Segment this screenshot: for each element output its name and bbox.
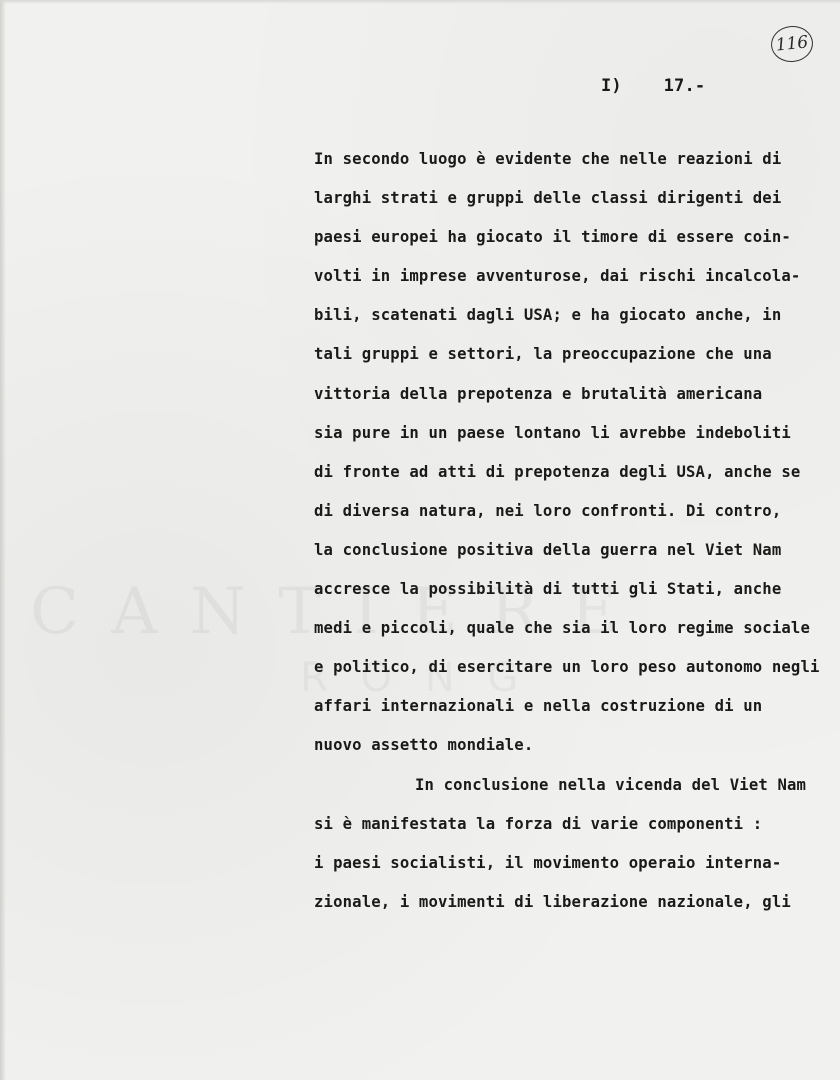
text-line: zionale, i movimenti di liberazione nazionale, gli xyxy=(314,892,791,911)
text-line: volti in imprese avventurose, dai rischi incalcola- xyxy=(314,267,801,286)
text-line: sia pure in un paese lontano li avrebbe indeboliti xyxy=(314,423,791,442)
text-line: bili, scatenati dagli USA; e ha giocato anche, in xyxy=(314,306,782,325)
text-line: e politico, di esercitare un loro peso autonomo negli xyxy=(314,658,820,677)
text-line: la conclusione positiva della guerra nel Viet Nam xyxy=(314,540,782,559)
text-line: di diversa natura, nei loro confronti. Di contro, xyxy=(314,501,782,520)
text-line: tali gruppi e settori, la preoccupazione che una xyxy=(314,345,772,364)
page-edge-shadow xyxy=(0,0,6,1080)
text-line: larghi strati e gruppi delle classi dirigenti dei xyxy=(314,189,782,208)
text-line: medi e piccoli, quale che sia il loro regime sociale xyxy=(314,619,810,638)
typewritten-body xyxy=(314,144,820,926)
text-line: paesi europei ha giocato il timore di essere coin- xyxy=(314,228,791,247)
text-line: accresce la possibilità di tutti gli Stati, anche xyxy=(314,580,782,599)
text-line: In secondo luogo è evidente che nelle reazioni di xyxy=(314,150,782,168)
archive-page-stamp: 116 xyxy=(769,24,815,64)
text-line: vittoria della prepotenza e brutalità americana xyxy=(314,384,763,403)
text-line: di fronte ad atti di prepotenza degli USA, anche se xyxy=(314,462,801,481)
page-top-shadow xyxy=(0,0,840,4)
text-line: i paesi socialisti, il movimento operaio interna- xyxy=(314,853,782,872)
paragraph-start-line: In conclusione nella vicenda del Viet Nam xyxy=(415,775,807,794)
text-line: nuovo assetto mondiale. xyxy=(314,736,534,755)
text-line: affari internazionali e nella costruzione di un xyxy=(314,697,763,716)
page-number: I) 17.- xyxy=(601,76,706,96)
text-line: si è manifestata la forza di varie componenti : xyxy=(314,814,763,833)
